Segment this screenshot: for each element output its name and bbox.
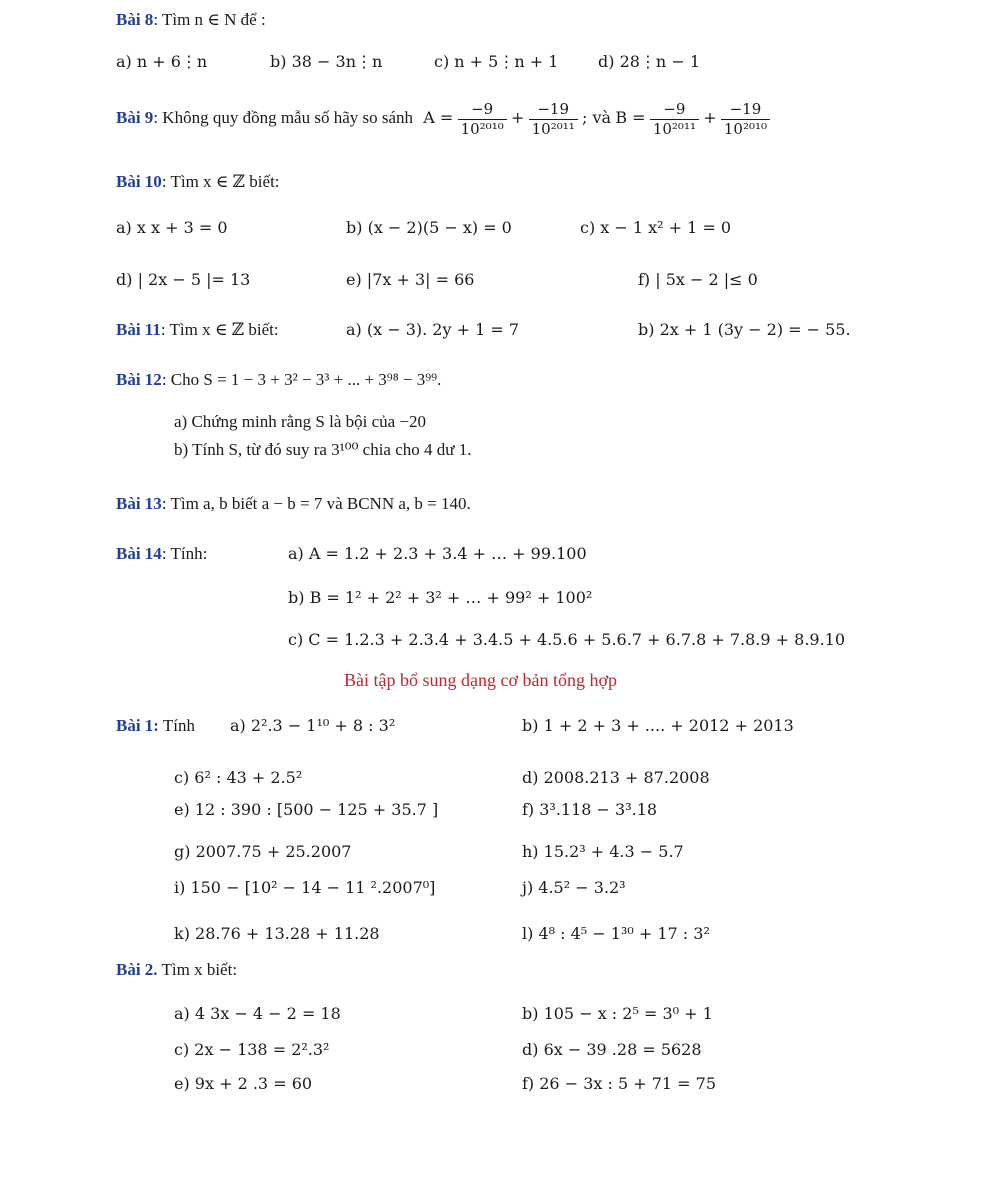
supplement-1-j: j) 4.5² − 3.2³ <box>522 878 626 897</box>
exercise-11-heading <box>116 320 279 340</box>
fraction-b1-denominator: 10²⁰¹¹ <box>652 119 696 138</box>
exercise-10-heading <box>116 172 280 192</box>
supplement-1-d: d) 2008.213 + 87.2008 <box>522 768 710 787</box>
exercise-12-text: : Cho S = 1 − 3 + 3² − 3³ + ... + 3⁹⁸ − 3⁹⁹. <box>161 370 442 389</box>
expr-a-prefix: A = <box>423 108 454 127</box>
exercise-10-text: : Tìm x ∈ ℤ biết: <box>161 172 280 191</box>
supplement-2-label: Bài 2. <box>116 960 158 979</box>
fraction-a2-denominator: 10²⁰¹¹ <box>531 119 575 138</box>
supplement-1-heading <box>116 716 195 736</box>
supplement-1-k: k) 28.76 + 13.28 + 11.28 <box>174 924 380 943</box>
supplement-2-heading <box>116 960 237 980</box>
exercise-14-heading <box>116 544 207 564</box>
exercise-8-d: d) 28⋮n − 1 <box>598 52 700 71</box>
fraction-a1 <box>458 100 507 139</box>
supplement-2-e: e) 9x + 2 .3 = 60 <box>174 1074 313 1093</box>
exercise-10-d: d) | 2x − 5 |= 13 <box>116 270 251 289</box>
supplement-1-i: i) 150 − [10² − 14 − 11 ².2007⁰] <box>174 878 436 897</box>
fraction-b2-denominator: 10²⁰¹⁰ <box>723 119 768 138</box>
exercise-10-e: e) |7x + 3| = 66 <box>346 270 475 289</box>
fraction-a1-numerator: −9 <box>458 100 507 120</box>
supplement-1-g: g) 2007.75 + 25.2007 <box>174 842 352 861</box>
exercise-8-a: a) n + 6⋮n <box>116 52 208 71</box>
exercise-9-label: Bài 9 <box>116 108 154 127</box>
supplement-2-text: Tìm x biết: <box>157 960 238 979</box>
exercise-14-text: : Tính: <box>161 544 208 563</box>
supplement-2-a: a) 4 3x − 4 − 2 = 18 <box>174 1004 341 1023</box>
fraction-b2-numerator: −19 <box>721 100 770 120</box>
exercise-12-label: Bài 12 <box>116 370 162 389</box>
exercise-8-b: b) 38 − 3n⋮n <box>270 52 383 71</box>
fraction-b1 <box>650 100 699 139</box>
supplement-1-e: e) 12 : 390 : [500 − 125 + 35.7 ] <box>174 800 439 819</box>
exercise-12-a: a) Chứng minh rằng S là bội của −20 <box>174 412 427 431</box>
supplement-1-a: a) 2².3 − 1¹⁰ + 8 : 3² <box>230 716 396 735</box>
supplement-1-c: c) 6² : 43 + 2.5² <box>174 768 303 787</box>
fraction-b2 <box>721 100 770 139</box>
fraction-a2 <box>529 100 578 139</box>
exercise-11-label: Bài 11 <box>116 320 161 339</box>
exercise-14-a: a) A = 1.2 + 2.3 + 3.4 + … + 99.100 <box>288 544 587 563</box>
exercise-11-text: : Tìm x ∈ ℤ biết: <box>160 320 279 339</box>
supplement-2-b: b) 105 − x : 2⁵ = 3⁰ + 1 <box>522 1004 713 1023</box>
exercise-9-text: : Không quy đồng mẫu số hãy so sánh <box>153 108 414 127</box>
exercise-10-a: a) x x + 3 = 0 <box>116 218 228 237</box>
supplement-2-f: f) 26 − 3x : 5 + 71 = 75 <box>522 1074 717 1093</box>
supplement-1-l: l) 4⁸ : 4⁵ − 1³⁰ + 17 : 3² <box>522 924 710 943</box>
exercise-14-label: Bài 14 <box>116 544 162 563</box>
exercise-10-c: c) x − 1 x² + 1 = 0 <box>580 218 732 237</box>
fraction-a1-denominator: 10²⁰¹⁰ <box>460 119 504 138</box>
exercise-10-f: f) | 5x − 2 |≤ 0 <box>638 270 758 289</box>
and-separator: ; và <box>582 108 612 127</box>
exercise-8-c: c) n + 5⋮n + 1 <box>434 52 559 71</box>
supplement-1-h: h) 15.2³ + 4.3 − 5.7 <box>522 842 684 861</box>
plus-sign: + <box>703 108 717 127</box>
exercise-13-text: : Tìm a, b biết a − b = 7 và BCNN a, b = 140. <box>161 494 471 513</box>
exercise-13-label: Bài 13 <box>116 494 162 513</box>
supplement-1-text: Tính <box>158 716 196 735</box>
exercise-8-label: Bài 8 <box>116 10 154 29</box>
exercise-8-text: : Tìm n ∈ N để : <box>153 10 266 29</box>
fraction-b1-numerator: −9 <box>650 100 699 120</box>
exercise-14-b: b) B = 1² + 2² + 3² + … + 99² + 100² <box>288 588 593 607</box>
exercise-8-heading <box>116 10 266 30</box>
exercise-10-b: b) (x − 2)(5 − x) = 0 <box>346 218 512 237</box>
plus-sign: + <box>510 108 525 127</box>
exercise-11-b: b) 2x + 1 (3y − 2) = − 55. <box>638 320 851 339</box>
expr-b-prefix: B = <box>615 108 646 127</box>
exercise-14-c: c) C = 1.2.3 + 2.3.4 + 3.4.5 + 4.5.6 + 5.6.7 + 6.7.8 + 7.8.9 + 8.9.10 <box>288 630 846 649</box>
exercise-11-a: a) (x − 3). 2y + 1 = 7 <box>346 320 520 339</box>
supplement-2-c: c) 2x − 138 = 2².3² <box>174 1040 330 1059</box>
exercise-12-b: b) Tính S, từ đó suy ra 3¹⁰⁰ chia cho 4 dư 1. <box>174 440 472 459</box>
exercise-10-label: Bài 10 <box>116 172 162 191</box>
exercise-12-heading <box>116 370 441 390</box>
supplement-2-d: d) 6x − 39 .28 = 5628 <box>522 1040 702 1059</box>
section-title: Bài tập bổ sung dạng cơ bản tổng hợp <box>344 670 617 690</box>
exercise-9-row <box>116 96 770 140</box>
fraction-a2-numerator: −19 <box>529 100 578 120</box>
supplement-1-b: b) 1 + 2 + 3 + .... + 2012 + 2013 <box>522 716 794 735</box>
supplement-1-f: f) 3³.118 − 3³.18 <box>522 800 658 819</box>
supplement-1-label: Bài 1: <box>116 716 159 735</box>
exercise-13-heading <box>116 494 471 514</box>
